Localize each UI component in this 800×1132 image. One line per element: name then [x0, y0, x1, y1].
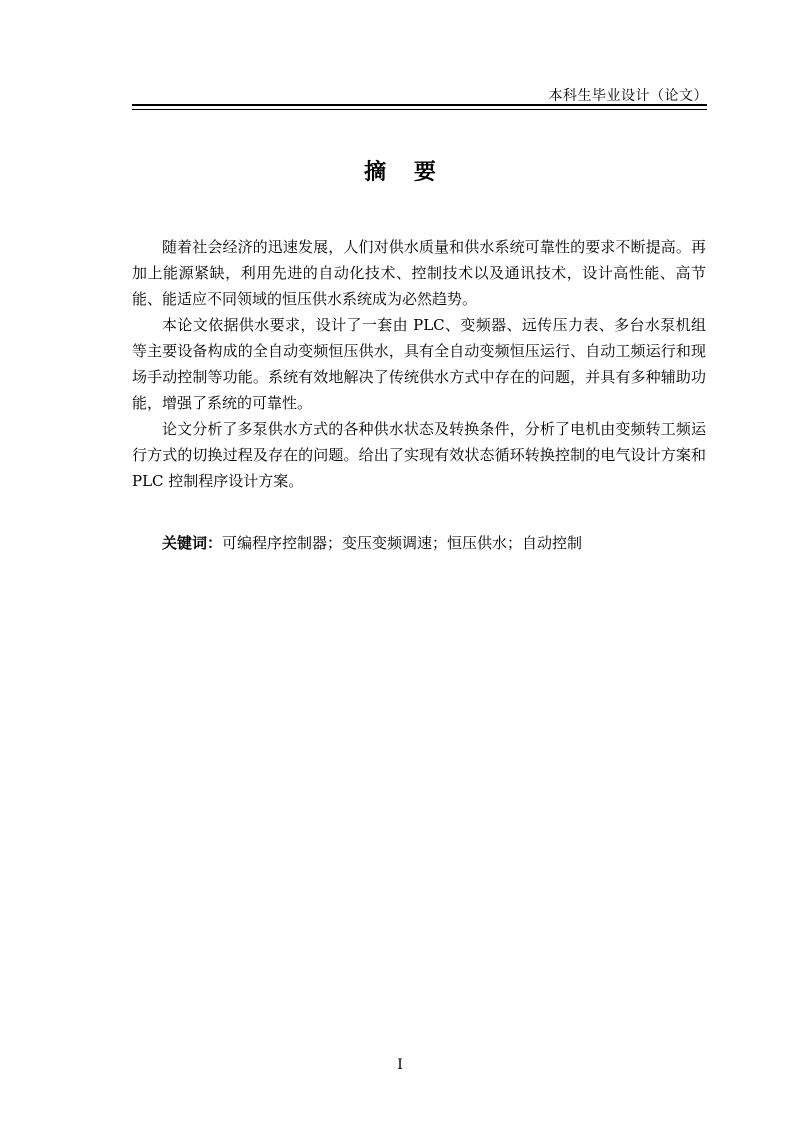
keywords-line [162, 530, 582, 556]
keywords-value: 可编程序控制器；变压变频调速；恒压供水；自动控制 [222, 534, 583, 552]
keywords-label: 关键词： [162, 534, 223, 552]
running-header: 本科生毕业设计（论文） [548, 88, 708, 104]
page-title: 摘 要 [364, 160, 446, 185]
header-rule-thin [132, 109, 707, 110]
abstract-paragraph-2: 本论文依据供水要求，设计了一套由 PLC、变频器、远传压力表、多台水泵机组等主要设备构成的全自动变频恒压供水，具有全自动变频恒压运行、自动工频运行和现场手动控制等功能。系统有效地解决了传统供水方式中存在的问题，并具有多种辅助功能，增强了系统的可靠性。 [132, 316, 706, 412]
header-rule-thick [132, 104, 707, 106]
abstract-paragraph-3: 论文分析了多泵供水方式的各种供水状态及转换条件，分析了电机由变频转工频运行方式的切换过程及存在的问题。给出了实现有效状态循环转换控制的电气设计方案和 PLC 控制程序设计方案。 [132, 420, 706, 490]
abstract-body [132, 234, 706, 494]
abstract-paragraph-1: 随着社会经济的迅速发展，人们对供水质量和供水系统可靠性的要求不断提高。再加上能源紧缺，利用先进的自动化技术、控制技术以及通讯技术，设计高性能、高节能、能适应不同领域的恒压供水系统成为必然趋势。 [132, 238, 706, 308]
page-number: I [397, 1057, 403, 1073]
